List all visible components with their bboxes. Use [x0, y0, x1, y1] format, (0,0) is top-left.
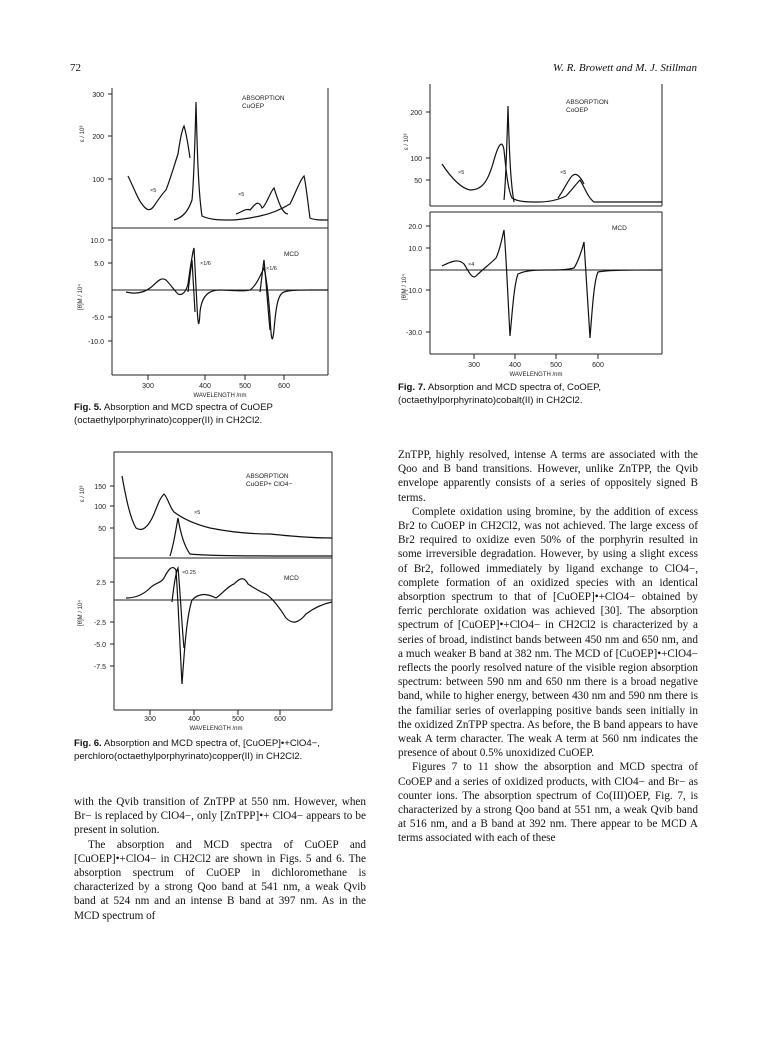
paragraph: with the Qvib transition of ZnTPP at 550 nm. However, when Br− is replaced by ClO4−, only [ZnTPP]•+ ClO4− appears to be present in solution. [74, 796, 366, 837]
fig5-annot-x5: ×5 [238, 192, 245, 198]
fig6-absorption-panel [80, 452, 332, 558]
fig5-xtick: 500 [239, 383, 251, 390]
fig5-mcd-title: MCD [284, 251, 299, 258]
fig6-xlabel: WAVELENGTH /nm [189, 726, 243, 732]
fig6-abs-subtitle: CuOEP+ ClO4− [246, 481, 293, 488]
page-number: 72 [70, 62, 81, 74]
fig6-annot-x0.25: ×0.25 [182, 570, 196, 576]
fig5-mcd-ytick: 5.0 [94, 261, 104, 268]
figure-5 [70, 80, 340, 400]
fig6-abs-ylabel: ε / 10³ [80, 485, 86, 502]
fig5-mcd-ytick: -10.0 [88, 339, 104, 346]
fig5-caption-label: Fig. 5. [74, 402, 102, 413]
fig7-abs-curve-x5b [558, 174, 584, 198]
fig7-mcd-title: MCD [612, 225, 627, 232]
fig5-abs-ylabel: ε / 10³ [80, 125, 86, 142]
fig6-abs-ytick: 150 [94, 484, 106, 491]
fig5-mcd-ytick: -5.0 [91, 315, 104, 322]
fig5-abs-curve [174, 102, 328, 220]
fig5-xlabel: WAVELENGTH /nm [193, 393, 247, 399]
fig5-xtick: 400 [199, 383, 211, 390]
fig5-xtick: 300 [142, 383, 154, 390]
fig7-mcd-ytick: 20.0 [408, 224, 422, 231]
left-column-text [74, 795, 366, 923]
fig7-annot-x5: ×5 [560, 170, 567, 176]
fig5-mcd-curve [126, 248, 328, 339]
fig6-caption-label: Fig. 6. [74, 738, 102, 749]
fig7-abs-ytick: 100 [410, 156, 422, 163]
figure-6 [70, 448, 340, 732]
fig7-xtick: 500 [550, 362, 562, 369]
fig7-caption-text: Absorption and MCD spectra of, CoOEP, (octaethylporphyrinato)cobalt(II) in CH2Cl2. [398, 382, 601, 406]
fig5-mcd-curve-b [188, 260, 270, 330]
fig6-mcd-ylabel: [θ]M / 10⁴ [78, 600, 84, 626]
fig7-abs-subtitle: CoOEP [566, 107, 589, 114]
fig5-annot-x1-6: ×1/6 [266, 266, 277, 272]
fig7-caption-label: Fig. 7. [398, 382, 426, 393]
fig7-mcd-ytick: -30.0 [406, 330, 422, 337]
fig7-abs-title: ABSORPTION [566, 99, 609, 106]
right-column-text [398, 448, 698, 846]
paragraph: Complete oxidation using bromine, by the addition of excess Br2 to CuOEP in CH2Cl2, was not achieved. The large excess of Br2 required to oxidize even 50% of the porphyrin resulted in some irreversible degradation. However, by using a slight excess of Br2, followed immediately by ligand exchange to ClO4−, complete formation of an oxidized species with an identical absorption spectrum to that of [CuOEP]•+ClO4− obtained by ferric perchlorate oxidation was achieved [30]. The absorption spectrum of [CuOEP]•+ClO4− in CH2Cl2 is characterized by a series of broad, indistinct bands between 450 nm and 650 nm, and a much weaker B band at 382 nm. The MCD of [CuOEP]•+ClO4− reflects the poorly resolved nature of the visible region absorption spectrum: between 590 nm and 650 nm there is a broad negative band, while to higher energy, between 430 nm and 590 nm there is the familiar series of overlapping positive bands seen initially in the oxidized ZnTPP spectra. As before, the B band appears to have weak A term character. The weak A term at 560 nm indicates the presence of about 0.5% unoxidized CuOEP. [398, 505, 698, 760]
fig7-annot-x5: ×5 [458, 170, 465, 176]
fig5-abs-ytick: 100 [92, 177, 104, 184]
figure-7 [398, 80, 698, 380]
fig5-annot-x5: ×5 [150, 188, 157, 194]
fig6-mcd-title: MCD [284, 575, 299, 582]
fig5-abs-title: ABSORPTION [242, 95, 285, 102]
fig6-mcd-ytick: -7.5 [93, 664, 106, 671]
fig6-abs-curve [122, 476, 332, 538]
fig5-xtick: 600 [278, 383, 290, 390]
fig6-abs-title: ABSORPTION [246, 473, 289, 480]
fig6-mcd-panel [77, 558, 332, 732]
fig6-mcd-ytick: -2.5 [93, 620, 106, 627]
paragraph: ZnTPP, highly resolved, intense A terms are associated with the Qoo and B band transitions. However, unlike ZnTPP, the Qvib envelope apparently consists of a series of oppositely signed B terms. [398, 449, 698, 504]
fig7-mcd-ytick: -10.0 [406, 288, 422, 295]
running-header-authors: W. R. Browett and M. J. Stillman [552, 62, 697, 74]
fig7-xtick: 600 [592, 362, 604, 369]
fig6-annot-x5: ×5 [194, 510, 201, 516]
fig5-mcd-ylabel: [θ]M / 10⁴ [78, 284, 84, 310]
fig6-mcd-curve [126, 568, 332, 684]
paragraph: The absorption and MCD spectra of CuOEP and [CuOEP]•+ClO4− in CH2Cl2 are shown in Figs. 5 and 6. The absorption spectrum of CuOEP in dichloromethane is characterized by a strong Qoo band at 541 nm, a weak Qvib band at 524 nm and an intense B band at 397 nm. As in the MCD spectrum of [74, 838, 366, 922]
fig6-mcd-ytick: -5.0 [93, 642, 106, 649]
fig7-abs-ylabel: ε / 10³ [404, 133, 410, 150]
fig6-xtick: 400 [188, 716, 200, 723]
fig6-abs-ytick: 50 [98, 526, 106, 533]
fig7-abs-ytick: 200 [410, 110, 422, 117]
fig5-abs-curve-x5 [128, 126, 190, 210]
fig7-absorption-panel [404, 84, 662, 206]
fig5-abs-ytick: 200 [92, 134, 104, 141]
fig6-xtick: 600 [274, 716, 286, 723]
fig5-caption-text: Absorption and MCD spectra of CuOEP (octaethylporphyrinato)copper(II) in CH2Cl2. [74, 402, 273, 426]
fig5-absorption-panel [80, 88, 328, 228]
fig7-caption [398, 382, 698, 407]
fig7-mcd-ytick: 10.0 [408, 246, 422, 253]
fig5-abs-ytick: 300 [92, 92, 104, 99]
fig7-mcd-panel [401, 212, 662, 378]
fig7-xlabel: WAVELENGTH /nm [509, 372, 563, 378]
paragraph: Figures 7 to 11 show the absorption and MCD spectra of CoOEP and a series of oxidized products, with ClO4− and Br− as counter ions. The absorption spectrum of Co(III)OEP, Fig. 7, is characterized by a strong Qoo band at 551 nm, a weak Qvib band at 516 nm, and a B band at 392 nm. There appear to be MCD A terms associated with each of these [398, 761, 698, 845]
fig7-mcd-curve [442, 230, 662, 338]
fig7-mcd-ylabel: [θ]M / 10⁴ [402, 274, 408, 300]
fig6-caption-text: Absorption and MCD spectra of, [CuOEP]•+ClO4−, perchloro(octaethylporphyrinato)copper(II) in CH2Cl2. [74, 738, 320, 762]
fig6-xtick: 300 [144, 716, 156, 723]
fig6-abs-ytick: 100 [94, 504, 106, 511]
fig6-caption [74, 738, 358, 763]
fig7-xtick: 300 [468, 362, 480, 369]
fig7-annot-x4: ×4 [468, 262, 475, 268]
fig7-abs-ytick: 50 [414, 178, 422, 185]
fig7-xtick: 400 [509, 362, 521, 369]
fig5-mcd-panel [77, 228, 328, 399]
fig5-abs-subtitle: CuOEP [242, 103, 265, 110]
fig5-caption [74, 402, 354, 427]
fig5-annot-x1-6: ×1/6 [200, 261, 211, 267]
fig6-mcd-ytick: 2.5 [96, 580, 106, 587]
fig7-abs-curve [442, 144, 662, 202]
fig6-xtick: 500 [232, 716, 244, 723]
fig5-mcd-ytick: 10.0 [90, 238, 104, 245]
